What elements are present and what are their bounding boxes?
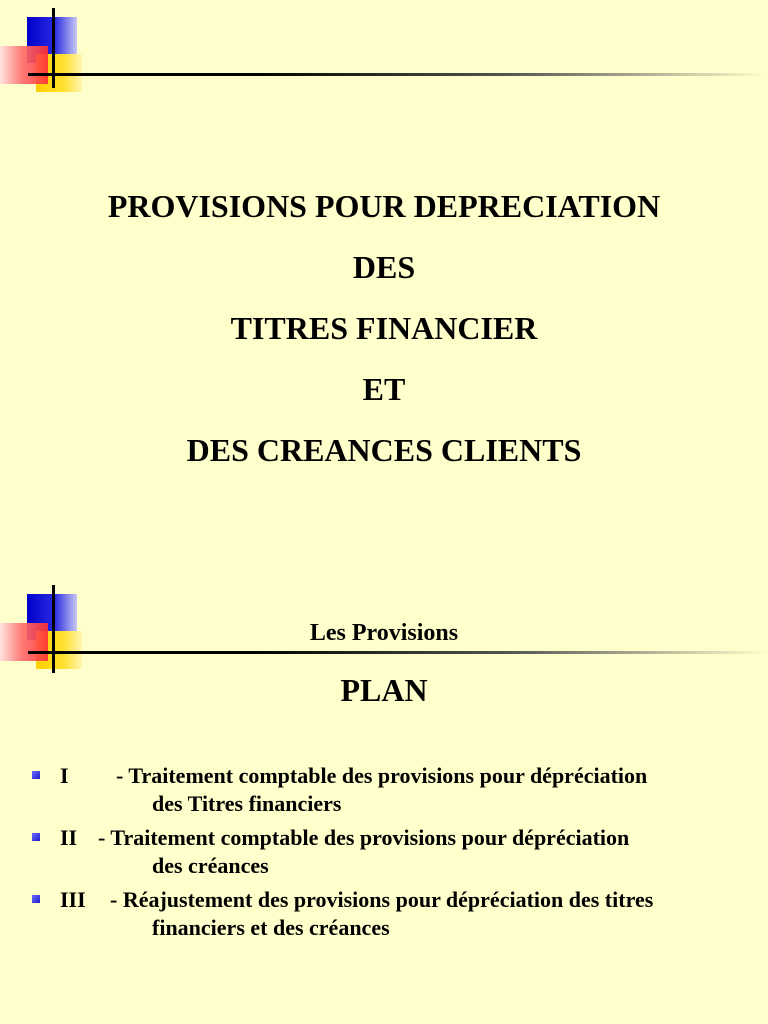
- section-heading: Les Provisions: [309, 620, 459, 646]
- plan-item-text: - Traitement comptable des provisions pour dépréciation: [116, 763, 648, 788]
- square-bullet-icon: [32, 833, 40, 841]
- title-line: TITRES FINANCIER: [230, 310, 538, 346]
- title-line: PROVISIONS POUR DEPRECIATION: [107, 188, 661, 224]
- slide-title: [0, 180, 768, 485]
- plan-item-text: - Réajustement des provisions pour dépréciation des titres: [110, 887, 654, 912]
- square-bullet-icon: [32, 895, 40, 903]
- plan-item: [30, 762, 750, 818]
- slide-logo-top: [0, 0, 768, 100]
- plan-item-continuation: des Titres financiers: [152, 791, 342, 816]
- plan-item-number: III: [60, 887, 86, 912]
- plan-item-continuation: des créances: [152, 853, 269, 878]
- logo-horizontal-line: [28, 651, 768, 654]
- plan-item-continuation: financiers et des créances: [152, 915, 390, 940]
- title-line: DES CREANCES CLIENTS: [186, 432, 582, 468]
- logo-horizontal-line: [28, 73, 768, 76]
- title-line: ET: [362, 371, 406, 407]
- plan-item-number: I: [60, 763, 69, 788]
- logo-red-square: [0, 46, 48, 84]
- plan-item: [30, 886, 750, 942]
- plan-title: PLAN: [340, 672, 428, 708]
- plan-list: [30, 762, 750, 948]
- plan-item: [30, 824, 750, 880]
- logo-vertical-line: [52, 8, 55, 88]
- plan-item-text: - Traitement comptable des provisions pour dépréciation: [98, 825, 630, 850]
- title-line: DES: [352, 249, 416, 285]
- square-bullet-icon: [32, 771, 40, 779]
- plan-item-number: II: [60, 825, 78, 850]
